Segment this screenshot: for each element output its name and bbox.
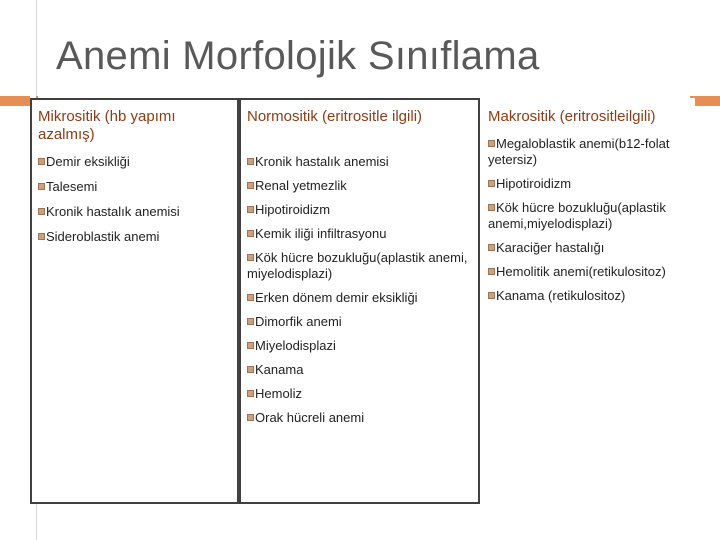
slide-title: Anemi Morfolojik Sınıflama <box>56 34 540 78</box>
item-text: Kanama (retikulositoz) <box>496 288 626 303</box>
square-bullet-icon <box>247 254 254 261</box>
accent-bar-left <box>0 96 30 106</box>
square-bullet-icon <box>488 204 495 211</box>
list-item <box>247 290 474 306</box>
square-bullet-icon <box>488 180 495 187</box>
item-list <box>488 136 689 312</box>
list-item <box>38 204 233 220</box>
classification-table <box>30 98 695 504</box>
square-bullet-icon <box>247 206 254 213</box>
list-item <box>38 179 233 195</box>
item-text: Demir eksikliği <box>46 154 130 169</box>
column-header: Makrositik (eritrositleilgili) <box>488 108 656 125</box>
item-text: Hipotiroidizm <box>496 176 572 191</box>
item-text: Kronik hastalık anemisi <box>255 154 389 169</box>
item-list <box>38 154 233 253</box>
item-text: Miyelodisplazi <box>255 338 336 353</box>
square-bullet-icon <box>247 230 254 237</box>
list-item <box>38 229 233 245</box>
square-bullet-icon <box>38 183 45 190</box>
item-text: Megaloblastik anemi(b12-folat yetersiz) <box>488 136 670 167</box>
list-item <box>488 264 689 280</box>
square-bullet-icon <box>247 318 254 325</box>
item-text: Kemik iliği infiltrasyonu <box>255 226 387 241</box>
item-text: Kök hücre bozukluğu(aplastik anemi,miyelodisplazi) <box>488 200 666 231</box>
square-bullet-icon <box>38 233 45 240</box>
item-text: Hipotiroidizm <box>255 202 331 217</box>
square-bullet-icon <box>488 268 495 275</box>
square-bullet-icon <box>247 366 254 373</box>
column-header: Mikrositik (hb yapımı azalmış) <box>38 108 176 143</box>
square-bullet-icon <box>247 342 254 349</box>
item-text: Kanama <box>255 362 304 377</box>
item-text: Hemoliz <box>255 386 302 401</box>
square-bullet-icon <box>247 414 254 421</box>
item-text: Kök hücre bozukluğu(aplastik anemi, miyelodisplazi) <box>247 250 468 281</box>
list-item <box>247 202 474 218</box>
square-bullet-icon <box>247 182 254 189</box>
column-header: Normositik (eritrositle ilgili) <box>247 108 423 125</box>
list-item <box>247 410 474 426</box>
list-item <box>247 178 474 194</box>
list-item <box>247 386 474 402</box>
square-bullet-icon <box>247 294 254 301</box>
item-text: Karaciğer hastalığı <box>496 240 605 255</box>
list-item <box>488 136 689 168</box>
list-item <box>488 240 689 256</box>
item-text: Talesemi <box>46 179 98 194</box>
list-item <box>247 338 474 354</box>
column-normositik <box>239 98 480 504</box>
item-text: Orak hücreli anemi <box>255 410 365 425</box>
square-bullet-icon <box>247 390 254 397</box>
square-bullet-icon <box>38 208 45 215</box>
list-item <box>488 200 689 232</box>
list-item <box>247 314 474 330</box>
list-item <box>247 362 474 378</box>
list-item <box>38 154 233 170</box>
square-bullet-icon <box>488 292 495 299</box>
list-item <box>247 154 474 170</box>
list-item <box>488 176 689 192</box>
square-bullet-icon <box>488 140 495 147</box>
list-item <box>247 250 474 282</box>
list-item <box>247 226 474 242</box>
item-list <box>247 154 474 434</box>
item-text: Dimorfik anemi <box>255 314 342 329</box>
column-mikrositik <box>30 98 239 504</box>
item-text: Erken dönem demir eksikliği <box>255 290 418 305</box>
item-text: Kronik hastalık anemisi <box>46 204 180 219</box>
item-text: Sideroblastik anemi <box>46 229 160 244</box>
square-bullet-icon <box>38 158 45 165</box>
item-text: Renal yetmezlik <box>255 178 347 193</box>
column-makrositik <box>480 98 695 504</box>
item-text: Hemolitik anemi(retikulositoz) <box>496 264 666 279</box>
square-bullet-icon <box>247 158 254 165</box>
square-bullet-icon <box>488 244 495 251</box>
list-item <box>488 288 689 304</box>
